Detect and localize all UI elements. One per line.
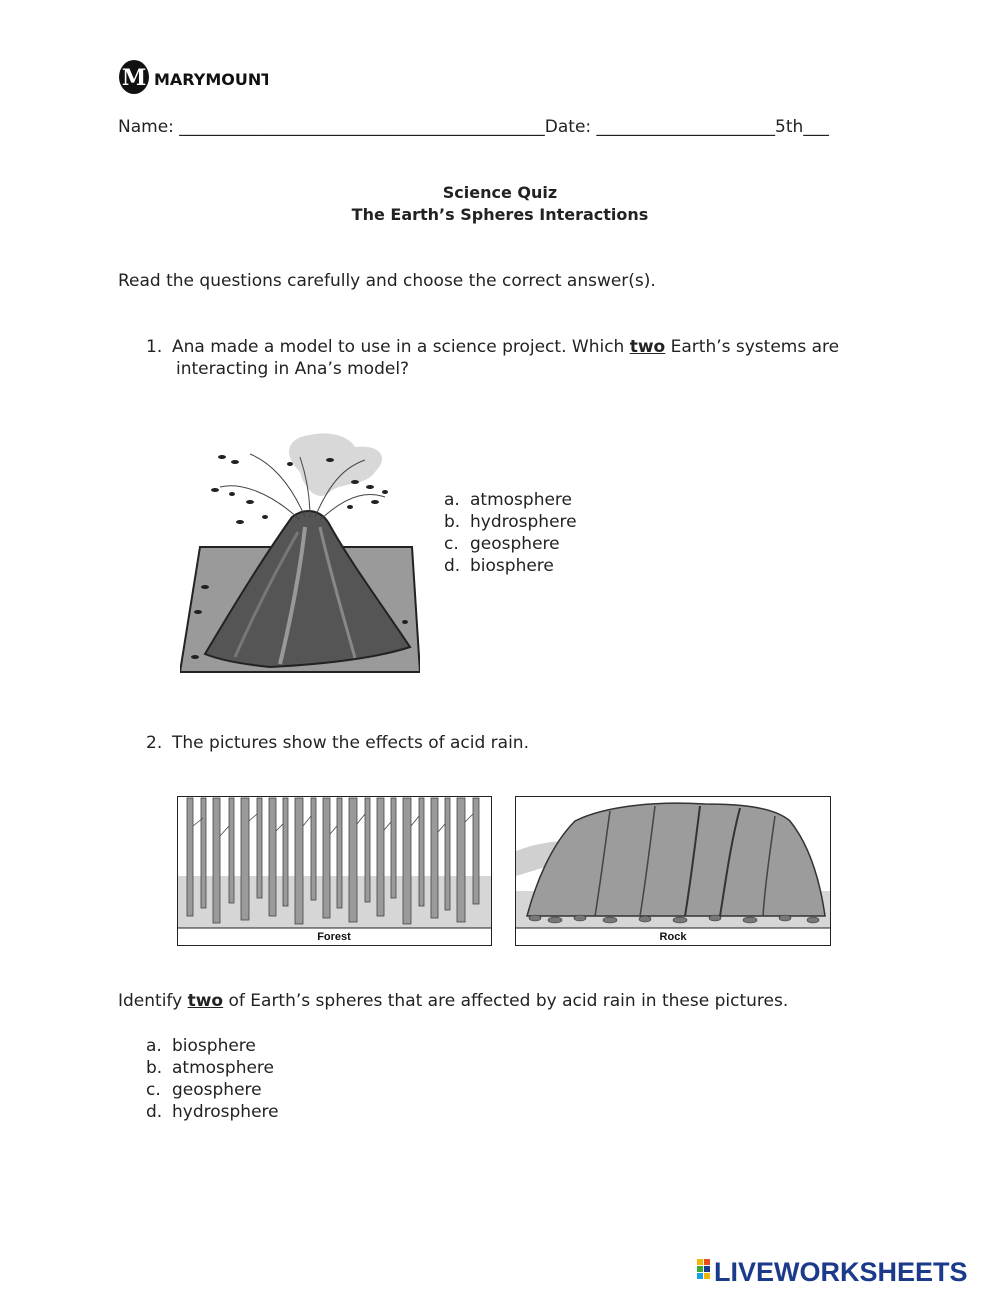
- question-number: 2.: [146, 733, 163, 753]
- brand-block-icon: [704, 1266, 710, 1272]
- option-letter: d.: [146, 1102, 163, 1122]
- option-a[interactable]: [444, 489, 577, 511]
- date-field[interactable]: Date: _____________________5th___: [544, 117, 829, 137]
- option-b[interactable]: [146, 1057, 279, 1079]
- name-field[interactable]: Name: ___________________________________________: [118, 117, 545, 137]
- brand-text: LIVEWORKSHEETS: [714, 1257, 968, 1285]
- option-letter: c.: [146, 1080, 161, 1100]
- logo-text: MARYMOUNT: [154, 70, 268, 89]
- question-text: The pictures show the effects of acid rain.: [172, 733, 529, 753]
- question-2: [146, 732, 529, 754]
- emphasis-two: two: [187, 991, 224, 1011]
- option-text: geosphere: [172, 1080, 262, 1100]
- name-date-line: [118, 116, 829, 138]
- question-1: [146, 336, 839, 358]
- school-logo: [118, 58, 268, 98]
- question-number: 1.: [146, 337, 163, 357]
- identify-prompt: [118, 990, 788, 1012]
- logo-letter: M: [121, 65, 147, 91]
- option-d[interactable]: [146, 1101, 279, 1123]
- liveworksheets-logo: [697, 1255, 997, 1285]
- question-1-line2: interacting in Ana’s model?: [176, 359, 410, 379]
- option-text: biosphere: [172, 1036, 256, 1056]
- forest-caption: Forest: [317, 931, 351, 943]
- option-d[interactable]: [444, 555, 577, 577]
- volcano-model-image: [180, 432, 420, 677]
- option-letter: d.: [444, 556, 461, 576]
- quiz-title: Science Quiz: [442, 183, 558, 202]
- option-text: atmosphere: [172, 1058, 274, 1078]
- prompt-text: Identify: [118, 991, 188, 1011]
- option-b[interactable]: [444, 511, 577, 533]
- option-letter: b.: [146, 1058, 163, 1078]
- option-text: geosphere: [470, 534, 560, 554]
- option-c[interactable]: [146, 1079, 279, 1101]
- brand-block-icon: [697, 1266, 703, 1272]
- question-text: Ana made a model to use in a science project. Which: [172, 337, 630, 357]
- forest-image: [177, 796, 492, 946]
- question-1-options: [444, 489, 577, 577]
- quiz-subtitle: The Earth’s Spheres Interactions: [351, 205, 649, 224]
- question-2-options: [146, 1035, 279, 1123]
- option-text: hydrosphere: [470, 512, 577, 532]
- option-text: atmosphere: [470, 490, 572, 510]
- question-text-cont: Earth’s systems are: [665, 337, 840, 357]
- option-letter: c.: [444, 534, 459, 554]
- brand-block-icon: [704, 1259, 710, 1265]
- prompt-text-cont: of Earth’s spheres that are affected by acid rain in these pictures.: [223, 991, 789, 1011]
- brand-block-icon: [697, 1259, 703, 1265]
- option-letter: a.: [146, 1036, 162, 1056]
- option-text: hydrosphere: [172, 1102, 279, 1122]
- rock-caption: Rock: [659, 931, 687, 943]
- option-text: biosphere: [470, 556, 554, 576]
- brand-block-icon: [697, 1273, 703, 1279]
- option-letter: b.: [444, 512, 461, 532]
- emphasis-two: two: [629, 337, 666, 357]
- rock-image: [515, 796, 831, 946]
- option-a[interactable]: [146, 1035, 279, 1057]
- option-c[interactable]: [444, 533, 577, 555]
- option-letter: a.: [444, 490, 460, 510]
- instructions: Read the questions carefully and choose the correct answer(s).: [118, 271, 656, 291]
- brand-block-icon: [704, 1273, 710, 1279]
